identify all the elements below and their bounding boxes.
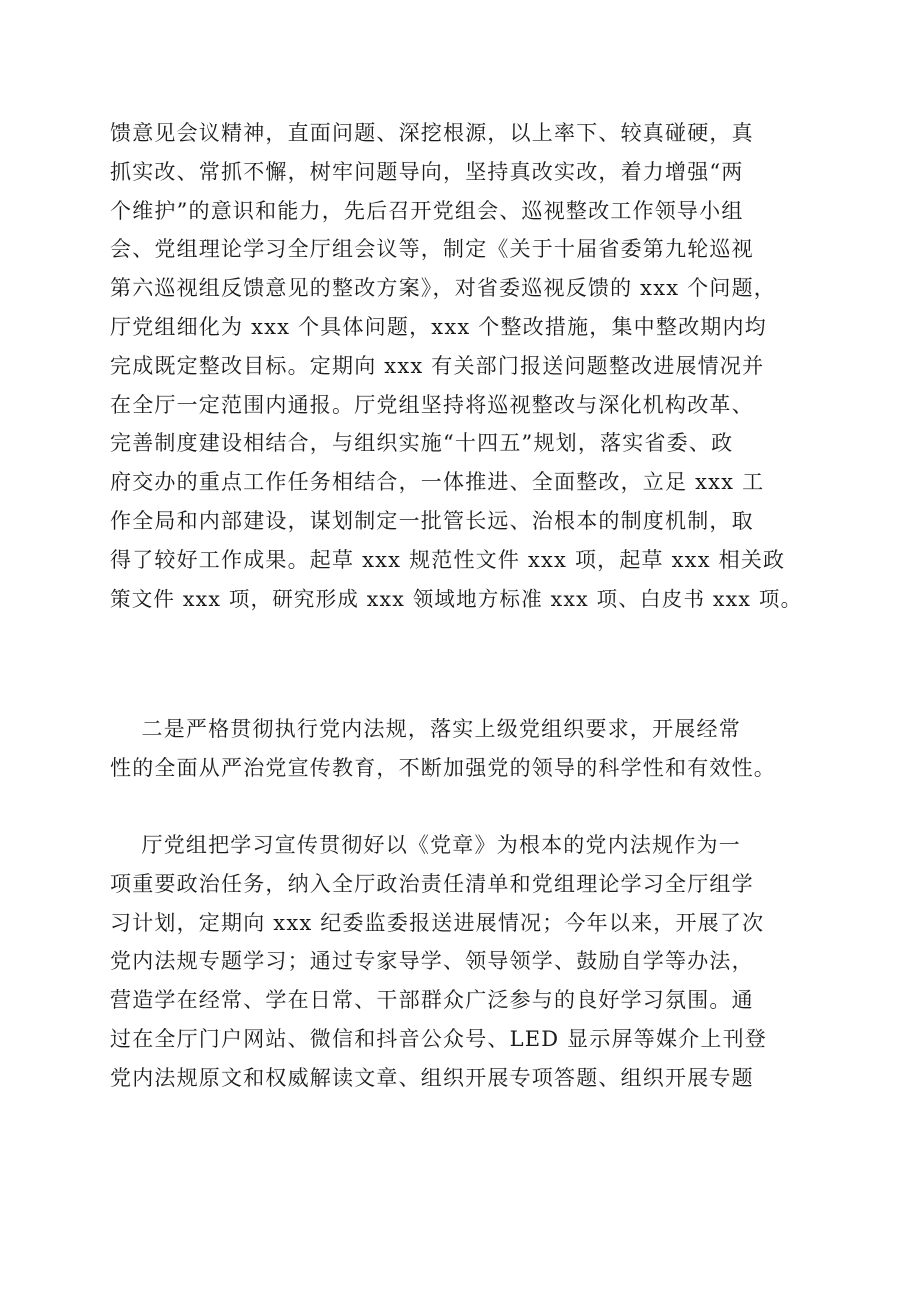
text-line: 第六巡视组反馈意见的整改方案》，对省委巡视反馈的 xxx 个问题， bbox=[110, 276, 776, 301]
paragraph-rectification-work bbox=[110, 114, 810, 618]
text-line: 策文件 xxx 项，研究形成 xxx 领域地方标准 xxx 项、白皮书 xxx 项。 bbox=[110, 586, 803, 611]
paragraph-heading-point-two bbox=[110, 710, 810, 788]
paragraph-party-regulations-study bbox=[110, 826, 810, 1098]
text-line: 完成既定整改目标。定期向 xxx 有关部门报送问题整改进展情况并 bbox=[110, 353, 765, 378]
text-line: 府交办的重点工作任务相结合，一体推进、全面整改，立足 xxx 工 bbox=[110, 470, 765, 495]
text-line: 得了较好工作成果。起草 xxx 规范性文件 xxx 项，起草 xxx 相关政 bbox=[110, 547, 786, 572]
text-line: 习计划，定期向 xxx 纪委监委报送进展情况；今年以来，开展了次 bbox=[110, 910, 765, 935]
text-line: 在全厅一定范围内通报。厅党组坚持将巡视整改与深化机构改革、 bbox=[110, 392, 754, 417]
text-line: 项重要政治任务，纳入全厅政治责任清单和党组理论学习全厅组学 bbox=[110, 871, 754, 896]
text-line: 厅党组把学习宣传贯彻好以《党章》为根本的党内法规作为一 bbox=[110, 833, 741, 857]
text-line: 作全局和内部建设，谋划制定一批管长远、治根本的制度机制，取 bbox=[110, 508, 754, 533]
text-line: 个维护”的意识和能力，先后召开党组会、巡视整改工作领导小组 bbox=[110, 198, 744, 223]
text-line: 二是严格贯彻执行党内法规，落实上级党组织要求，开展经常 bbox=[110, 717, 741, 741]
text-line: 营造学在经常、学在日常、干部群众广泛参与的良好学习氛围。通 bbox=[110, 988, 754, 1013]
text-line: 性的全面从严治党宣传教育，不断加强党的领导的科学性和有效性。 bbox=[110, 755, 776, 780]
text-line: 抓实改、常抓不懈，树牢问题导向，坚持真改实改，着力增强“两 bbox=[110, 159, 744, 184]
text-line: 会、党组理论学习全厅组会议等，制定《关于十届省委第九轮巡视 bbox=[110, 237, 754, 262]
text-line: 完善制度建设相结合，与组织实施“十四五”规划，落实省委、政 bbox=[110, 431, 734, 456]
text-line: 过在全厅门户网站、微信和抖音公众号、LED 显示屏等媒介上刊登 bbox=[110, 1026, 767, 1051]
text-line: 厅党组细化为 xxx 个具体问题，xxx 个整改措施，集中整改期内均 bbox=[110, 314, 767, 339]
text-line: 党内法规专题学习；通过专家导学、领导领学、鼓励自学等办法， bbox=[110, 949, 754, 974]
text-line: 馈意见会议精神，直面问题、深挖根源，以上率下、较真碰硬，真 bbox=[110, 121, 754, 145]
text-line: 党内法规原文和权威解读文章、组织开展专项答题、组织开展专题 bbox=[110, 1065, 754, 1090]
